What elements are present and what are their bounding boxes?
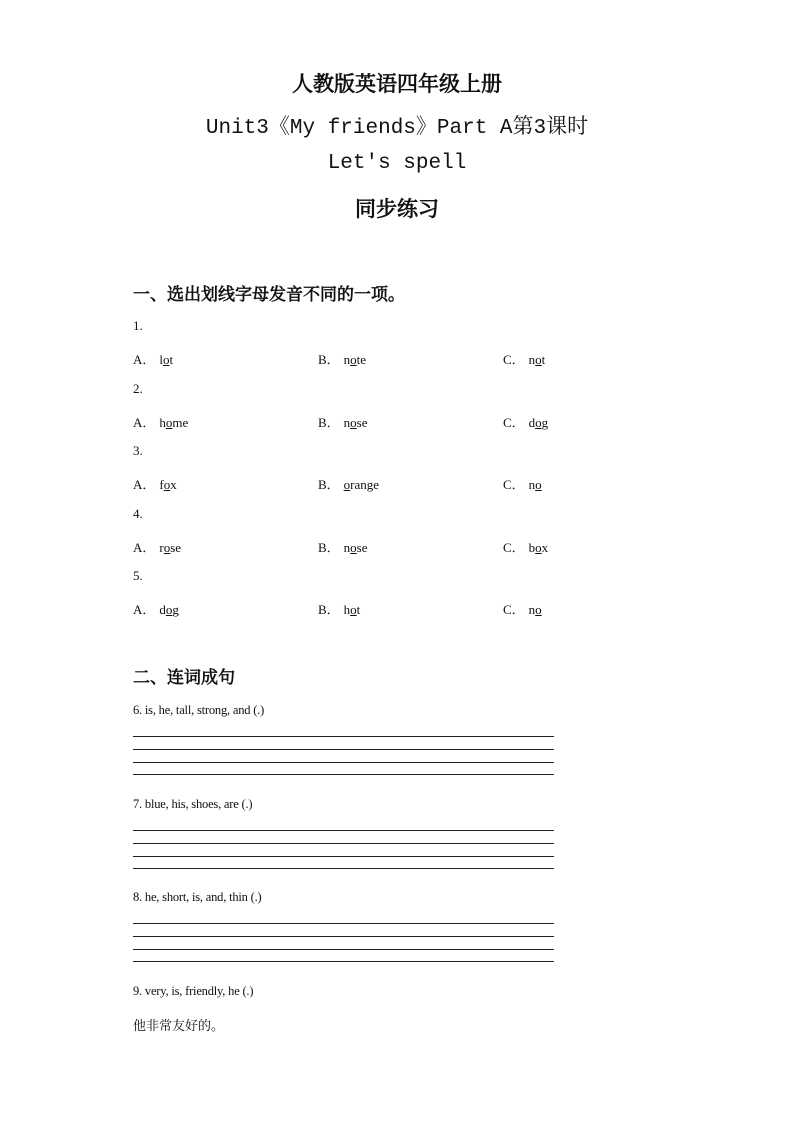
answer-option[interactable] [318,474,379,493]
option-text: se [356,540,368,555]
option-letter: B． [318,477,340,492]
underlined-letter: o [343,477,351,492]
section-1-heading: 一、选出划线字母发音不同的一项。 [133,285,405,305]
answer-line [133,856,554,857]
option-letter: B． [318,352,340,367]
answer-option[interactable] [133,599,179,618]
answer-option[interactable] [318,537,368,556]
option-text: x [170,477,177,492]
option-letter: B． [318,602,340,617]
answer-option[interactable] [503,537,548,556]
question-8: 8. he, short, is, and, thin (.) [133,890,262,904]
underlined-letter: o [163,540,171,555]
answer-line [133,749,554,750]
option-letter: A． [133,602,156,617]
answer-line [133,762,554,763]
answer-line [133,736,554,737]
answer-line [133,868,554,869]
underlined-letter: o [165,602,173,617]
option-text: se [170,540,182,555]
answer-line [133,830,554,831]
option-text: r [159,540,164,555]
underlined-letter: o [350,415,357,430]
option-text: t [541,352,546,367]
option-letter: A． [133,415,156,430]
option-letter: C． [503,602,525,617]
option-letter: C． [503,540,525,555]
underlined-letter: o [350,540,357,555]
title-line-4: 同步练习 [355,197,439,221]
answer-option[interactable] [133,349,173,368]
answer-option[interactable] [503,349,545,368]
question-number: 2. [133,381,143,396]
answer-lines-8[interactable] [133,923,554,974]
question-9: 9. very, is, friendly, he (.) [133,984,254,998]
answer-option[interactable] [503,599,542,618]
option-text: n [343,540,351,555]
option-text: t [169,352,174,367]
answer-lines-7[interactable] [133,830,554,881]
option-letter: C． [503,352,525,367]
answer-option[interactable] [318,412,368,431]
option-letter: B． [318,415,340,430]
option-text: te [356,352,367,367]
title-line-3: Let's spell [327,152,467,175]
answer-line [133,961,554,962]
option-text: h [159,415,166,430]
question-number: 5. [133,568,143,583]
title-line-2: Unit3《My friends》Part A第3课时 [205,117,589,140]
option-text: f [159,477,164,492]
option-text: t [356,602,361,617]
option-text: d [159,602,166,617]
option-text: d [528,415,536,430]
option-letter: A． [133,352,156,367]
answer-option[interactable] [133,412,188,431]
answer-option[interactable] [503,474,542,493]
underlined-letter: o [163,477,171,492]
question-6: 6. is, he, tall, strong, and (.) [133,703,265,717]
underlined-letter: o [535,540,542,555]
answer-option[interactable] [503,412,548,431]
option-text: h [343,602,351,617]
answer-option[interactable] [318,349,366,368]
option-text: n [528,477,536,492]
option-text: n [528,602,536,617]
underlined-letter: o [535,352,542,367]
question-number: 4. [133,506,143,521]
option-text: x [541,540,549,555]
option-letter: A． [133,540,156,555]
underlined-letter: o [535,602,542,617]
underlined-letter: o [165,415,173,430]
question-9-hint: 他非常友好的。 [133,1019,225,1034]
option-letter: C． [503,415,525,430]
answer-line [133,949,554,950]
underlined-letter: o [163,352,170,367]
option-text: me [172,415,189,430]
option-text: n [343,415,351,430]
option-text: b [528,540,536,555]
option-letter: B． [318,540,340,555]
option-letter: C． [503,477,525,492]
answer-option[interactable] [133,537,181,556]
answer-line [133,843,554,844]
option-text: g [541,415,549,430]
answer-option[interactable] [318,599,360,618]
underlined-letter: o [535,415,542,430]
answer-option[interactable] [133,474,177,493]
title-line-1: 人教版英语四年级上册 [292,72,502,96]
option-text: se [356,415,368,430]
option-text: l [159,352,164,367]
answer-line [133,936,554,937]
answer-lines-6[interactable] [133,736,554,787]
option-text: n [343,352,351,367]
question-7: 7. blue, his, shoes, are (.) [133,797,253,811]
option-text: range [350,477,380,492]
underlined-letter: o [350,602,357,617]
question-number: 1. [133,318,143,333]
option-text: n [528,352,536,367]
answer-line [133,923,554,924]
section-2-heading: 二、连词成句 [133,668,235,688]
answer-line [133,774,554,775]
option-letter: A． [133,477,156,492]
question-number: 3. [133,443,143,458]
option-text: g [172,602,179,617]
underlined-letter: o [535,477,542,492]
underlined-letter: o [350,352,357,367]
